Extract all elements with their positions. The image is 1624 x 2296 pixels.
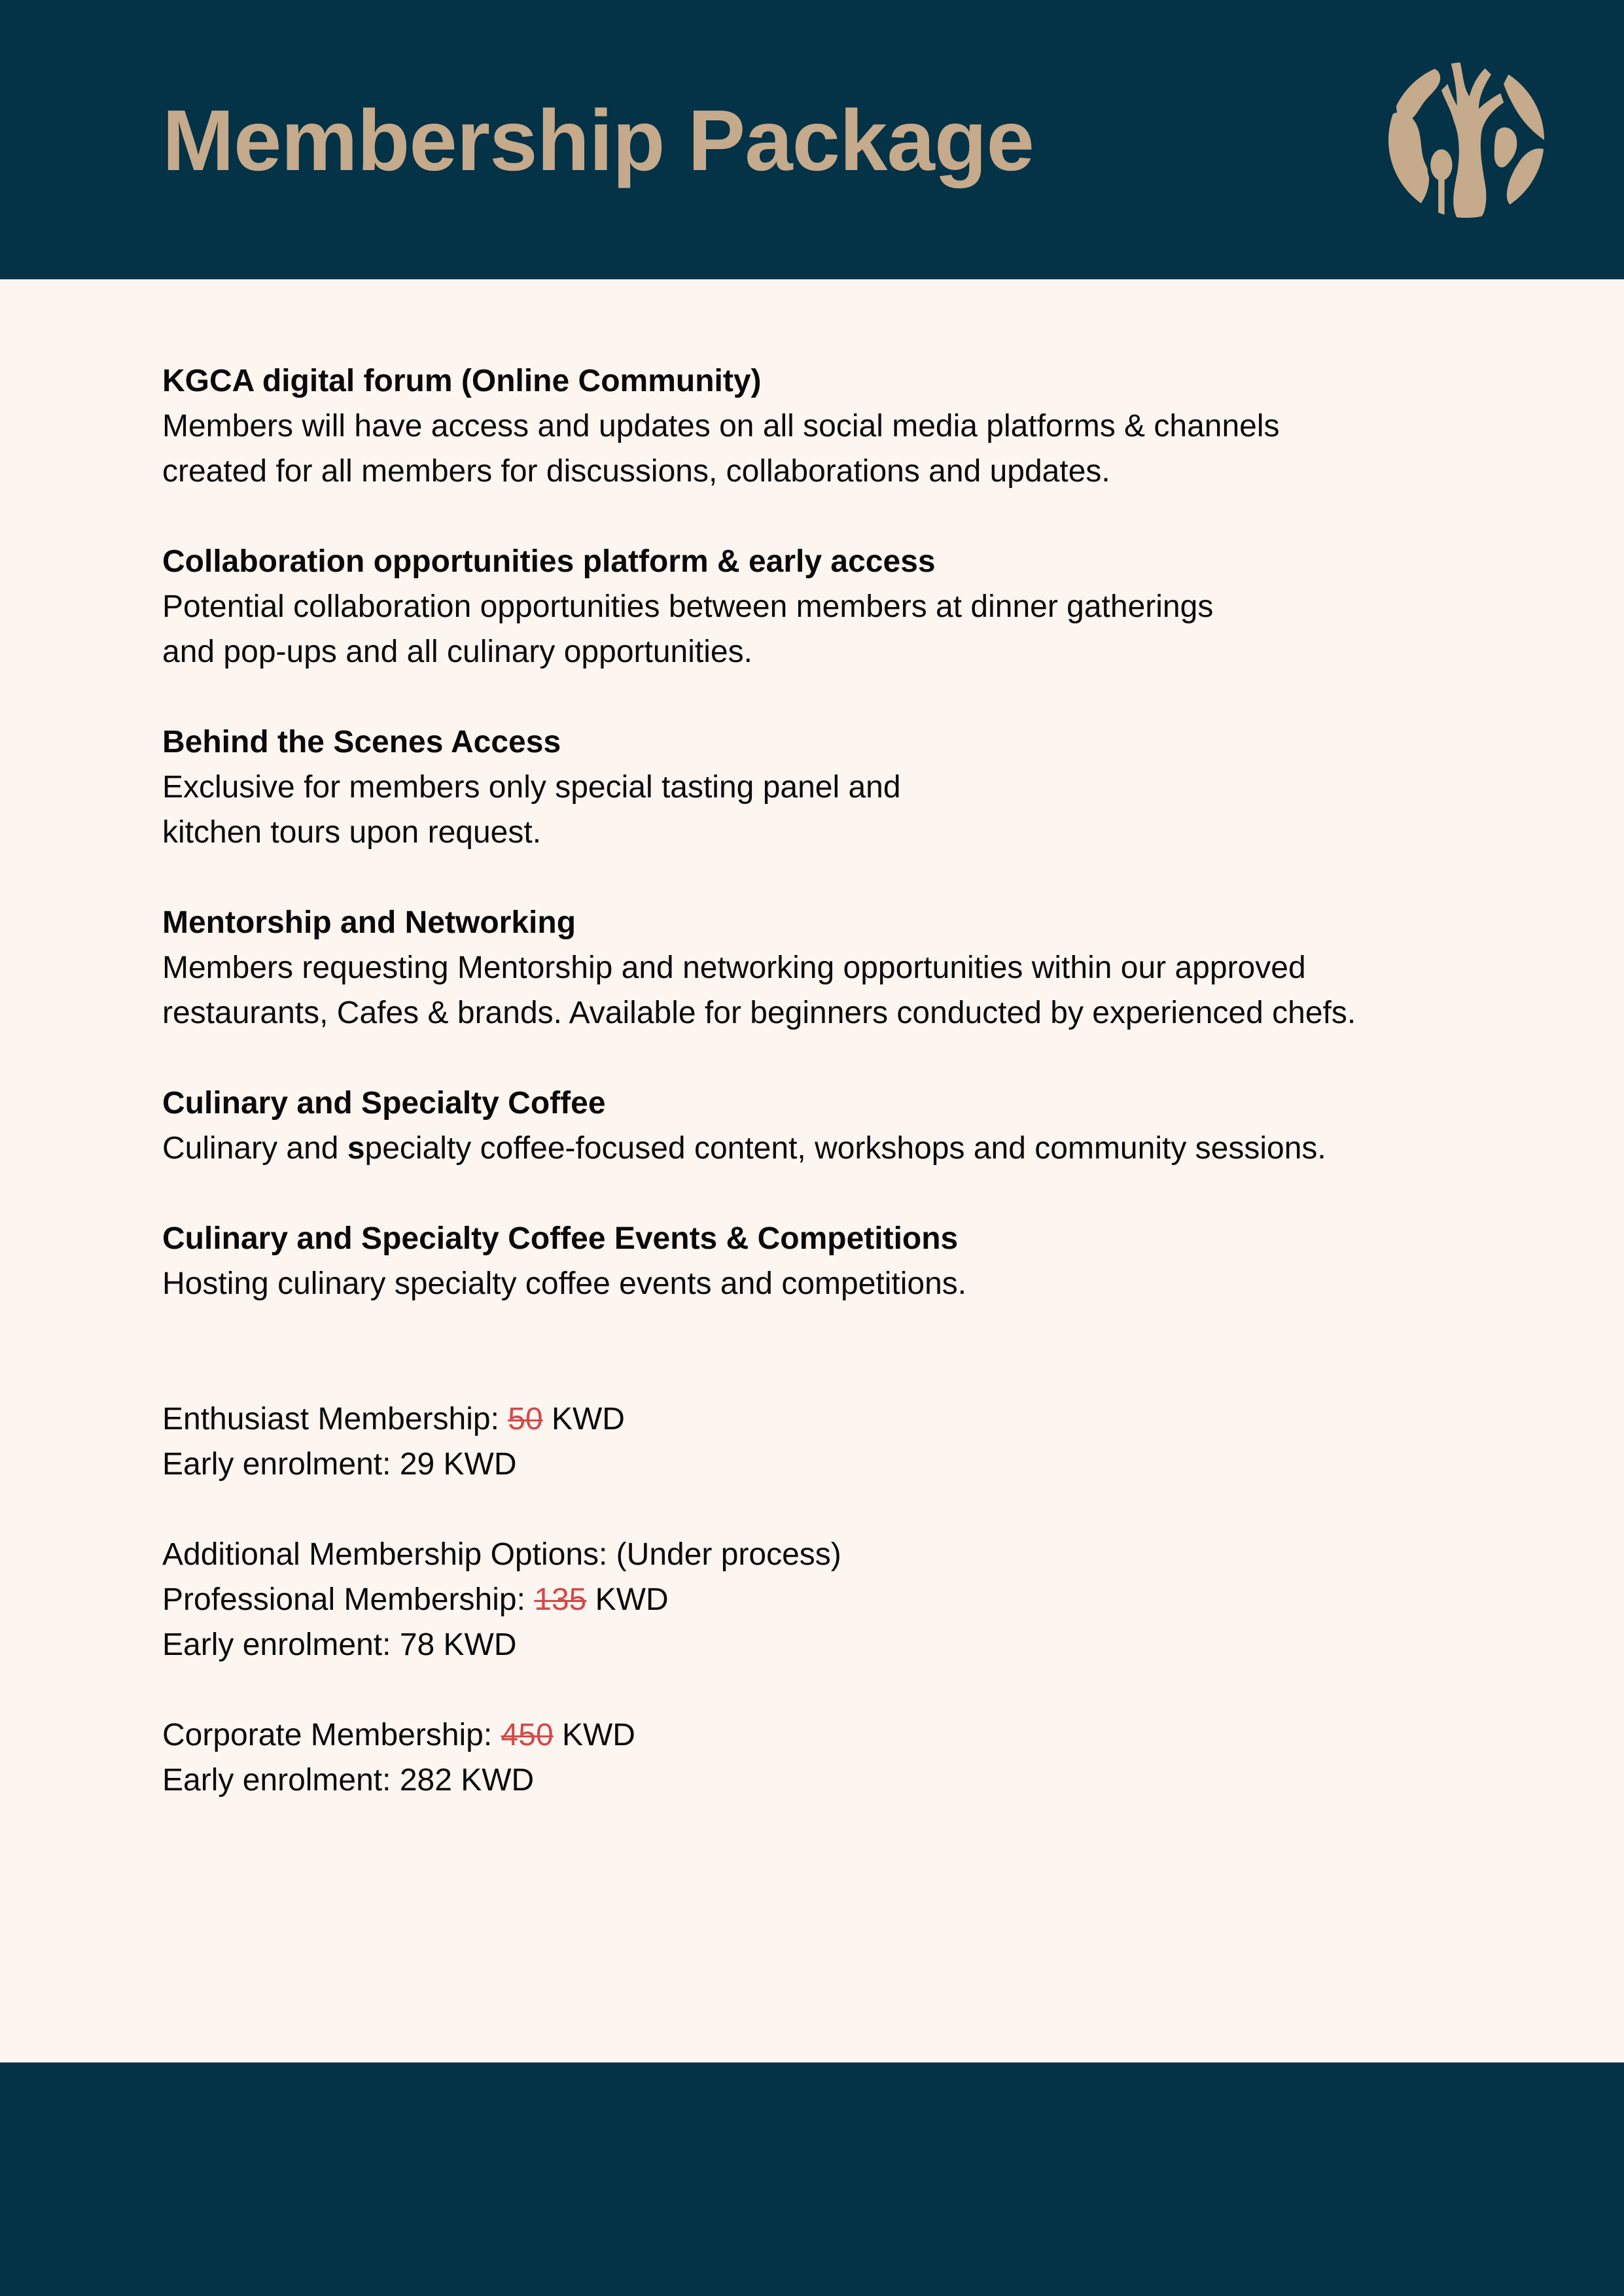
corporate-currency: KWD xyxy=(553,1718,635,1752)
corporate-label: Corporate Membership: xyxy=(162,1718,501,1752)
benefit-section xyxy=(162,1081,1471,1171)
benefit-description xyxy=(162,404,1471,494)
enthusiast-label: Enthusiast Membership: xyxy=(162,1402,508,1436)
page-title: Membership Package xyxy=(162,92,1034,188)
benefit-description xyxy=(162,1126,1471,1171)
benefit-section xyxy=(162,1216,1471,1306)
enthusiast-price-row xyxy=(162,1397,1471,1442)
professional-price-row xyxy=(162,1577,1471,1622)
benefit-section xyxy=(162,720,1471,855)
corporate-early-price: Early enrolment: 282 KWD xyxy=(162,1763,535,1798)
benefit-line: restaurants, Cafes & brands. Available for beginners conducted by experienced chefs. xyxy=(162,996,1356,1030)
spacer xyxy=(162,1487,1471,1532)
benefit-line: and pop-ups and all culinary opportunities. xyxy=(162,635,752,669)
benefit-section xyxy=(162,900,1471,1035)
professional-old-price: 135 xyxy=(534,1582,587,1617)
benefit-section xyxy=(162,358,1471,494)
professional-currency: KWD xyxy=(586,1582,669,1617)
benefit-description xyxy=(162,1261,1471,1306)
benefit-description xyxy=(162,584,1471,674)
benefit-line: Members will have access and updates on all social media platforms & channels xyxy=(162,409,1280,444)
tree-spoon-logo-icon xyxy=(1388,62,1544,218)
benefit-line: created for all members for discussions, collaborations and updates. xyxy=(162,454,1110,489)
benefit-title: Culinary and Specialty Coffee Events & Competitions xyxy=(162,1221,959,1256)
benefit-section xyxy=(162,539,1471,674)
benefit-title: Mentorship and Networking xyxy=(162,905,576,940)
footer-banner xyxy=(0,2062,1624,2296)
corporate-price-row xyxy=(162,1713,1471,1758)
benefit-line-prefix: Culinary and xyxy=(162,1131,347,1166)
spacer xyxy=(162,1667,1471,1713)
corporate-old-price: 450 xyxy=(501,1718,554,1752)
benefit-title: Culinary and Specialty Coffee xyxy=(162,1086,606,1121)
benefit-line xyxy=(162,1126,1471,1171)
enthusiast-early-price: Early enrolment: 29 KWD xyxy=(162,1447,517,1482)
header-banner xyxy=(0,0,1624,279)
benefit-line-bold: s xyxy=(347,1131,365,1166)
benefit-title: Collaboration opportunities platform & early access xyxy=(162,544,936,579)
benefit-description xyxy=(162,945,1471,1035)
benefit-line: kitchen tours upon request. xyxy=(162,815,542,850)
additional-options-heading: Additional Membership Options: (Under process) xyxy=(162,1537,841,1572)
benefit-title: Behind the Scenes Access xyxy=(162,725,561,759)
enthusiast-currency: KWD xyxy=(542,1402,625,1436)
benefit-line: Members requesting Mentorship and networking opportunities within our approved xyxy=(162,950,1306,985)
benefit-description xyxy=(162,765,1471,855)
content-area xyxy=(162,358,1471,1803)
enthusiast-old-price: 50 xyxy=(508,1402,543,1436)
professional-early-price: Early enrolment: 78 KWD xyxy=(162,1627,517,1662)
pricing-block xyxy=(162,1397,1471,1803)
professional-label: Professional Membership: xyxy=(162,1582,535,1617)
benefit-title: KGCA digital forum (Online Community) xyxy=(162,364,762,398)
benefit-line: Hosting culinary specialty coffee events and competitions. xyxy=(162,1266,967,1301)
benefit-line: Exclusive for members only special tasting panel and xyxy=(162,770,901,805)
benefit-line-suffix: pecialty coffee-focused content, workshops and community sessions. xyxy=(364,1131,1326,1166)
benefit-line: Potential collaboration opportunities between members at dinner gatherings xyxy=(162,589,1214,624)
